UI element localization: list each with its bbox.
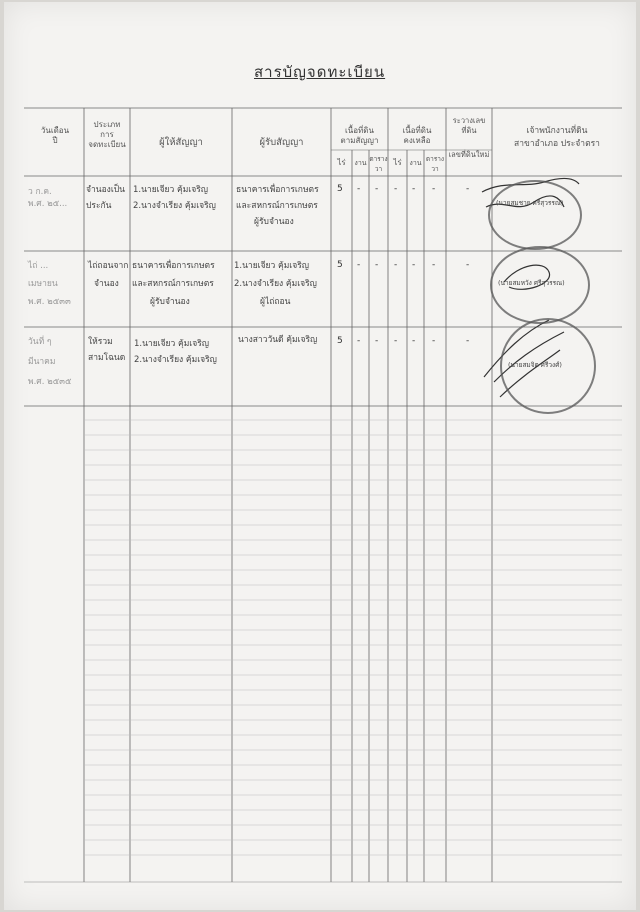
row2-dash-wa: - [375, 260, 379, 270]
unit-wa-1: ตารางวา [369, 155, 388, 173]
row3-dash-rai2: - [394, 336, 398, 346]
row3-officer-note: (นายสมจิต ศรีวงศ์) [508, 361, 562, 369]
unit-ngan-2: งาน [409, 159, 422, 167]
row1-type: จำนองเป็น ประกัน [86, 185, 125, 211]
row2-dash-ngan2: - [412, 260, 416, 270]
page-title: สารบัญจดทะเบียน [254, 63, 386, 81]
row1-rai: 5 [337, 184, 343, 194]
row2-dash-ngan: - [357, 260, 361, 270]
row1-grantee: ธนาคารเพื่อการเกษตร และสหกรณ์การเกษตร ผู้รับจำนอง [236, 185, 319, 227]
row3-dash-ngan: - [357, 336, 361, 346]
header-area-contract: เนื้อที่ดิน ตามสัญญา [340, 126, 379, 145]
row1-grantor: 1.นายเจียว คุ้มเจริญ 2.นางจำเรียง คุ้มเจริญ [133, 185, 216, 211]
header-grantee: ผู้รับสัญญา [259, 137, 304, 148]
official-seal-3 [500, 318, 596, 414]
row3-grantee: นางสาววันดี คุ้มเจริญ [238, 335, 318, 345]
row1-dash-ngan: - [357, 184, 361, 194]
row1-dash-wa: - [375, 184, 379, 194]
row1-dash-wa2: - [432, 184, 436, 194]
header-new-deed: ระวางเลขที่ดิน เลขที่ดินใหม่ [448, 116, 490, 159]
header-date: วันเดือน ปี [40, 126, 70, 145]
row3-dash-wa2: - [432, 336, 436, 346]
row3-grantor: 1.นายเจียว คุ้มเจริญ 2.นางจำเรียง คุ้มเจริญ [134, 339, 217, 365]
unit-ngan-1: งาน [354, 159, 367, 167]
row1-officer-note: (นายสมชาย ศรีสุวรรณ) [496, 199, 564, 207]
row2-dash-rai2: - [394, 260, 398, 270]
row2-dash-wa2: - [432, 260, 436, 270]
row2-officer-note: (นายสมหวัง ศรีสุวรรณ) [498, 279, 565, 287]
official-seal-1 [488, 180, 582, 250]
row3-rai: 5 [337, 336, 343, 346]
row1-dash-deed: - [466, 184, 470, 194]
unit-rai-1: ไร่ [337, 158, 346, 167]
header-type: ประเภท การ จดทะเบียน [88, 120, 126, 149]
row3-type: ให้รวม สามโฉนด [88, 337, 126, 363]
row2-rai: 5 [337, 260, 343, 270]
official-seal-2 [490, 246, 590, 324]
header-area-remaining: เนื้อที่ดิน คงเหลือ [402, 126, 432, 145]
unit-rai-2: ไร่ [393, 158, 402, 167]
row3-dash-wa: - [375, 336, 379, 346]
register-page [4, 2, 636, 910]
row3-dash-deed: - [466, 336, 470, 346]
unit-wa-2: ตารางวา [425, 155, 445, 173]
row3-dash-ngan2: - [412, 336, 416, 346]
header-grantor: ผู้ให้สัญญา [159, 137, 203, 148]
row2-grantor: ธนาคารเพื่อการเกษตร และสหกรณ์การเกษตร ผู้รับจำนอง [132, 261, 215, 307]
row2-type: ไถ่ถอนจาก จำนอง [88, 261, 129, 289]
row1-dash-ngan2: - [412, 184, 416, 194]
row2-grantee: 1.นายเจียว คุ้มเจริญ 2.นางจำเรียง คุ้มเจริญ ผู้ไถ่ถอน [234, 261, 317, 307]
header-officer: เจ้าพนักงานที่ดิน สาขาอำเภอ ประจำตรา [514, 126, 600, 149]
row1-dash-rai2: - [394, 184, 398, 194]
row1-date: ว ก.ค. พ.ศ. ๒๕... [28, 187, 68, 209]
row2-date: ไถ่ ... เมษายน พ.ศ. ๒๕๓๓ [28, 261, 71, 307]
row2-dash-deed: - [466, 260, 470, 270]
row3-date: วันที่ ๆ มีนาคม พ.ศ. ๒๕๓๕ [28, 337, 72, 387]
